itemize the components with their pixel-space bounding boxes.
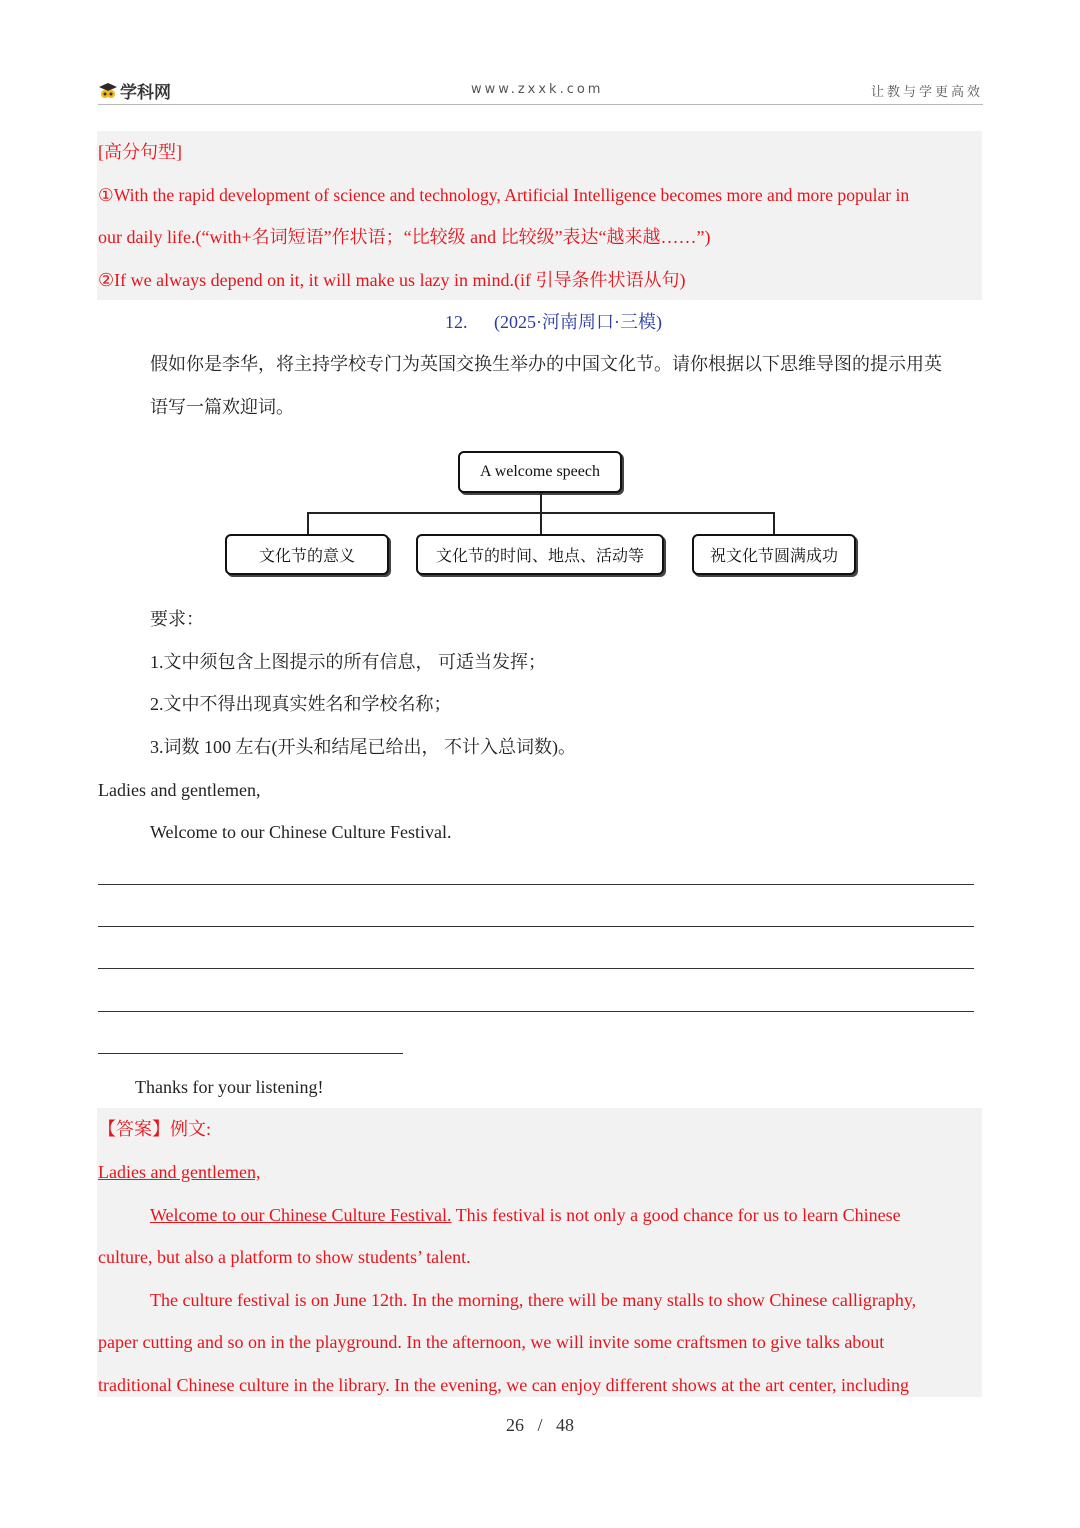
mindmap-root: A welcome speech: [458, 451, 622, 493]
graduation-cap-icon: [98, 81, 118, 101]
letter-closing: Thanks for your listening!: [135, 1077, 324, 1097]
high-score-sentence-1: ①With the rapid development of science and technology, Artificial Intelligence becomes more and more popular in: [98, 185, 910, 205]
mindmap-connector-middle: [540, 512, 542, 535]
site-url[interactable]: www.zxxk.com: [471, 82, 604, 97]
high-score-title: [高分句型]: [98, 142, 182, 162]
answer-paragraph-1: [150, 1203, 901, 1227]
letter-opening: Welcome to our Chinese Culture Festival.: [150, 822, 452, 842]
writing-line[interactable]: [98, 1011, 974, 1012]
writing-line[interactable]: [98, 926, 974, 927]
answer-opening-underlined: Welcome to our Chinese Culture Festival.: [150, 1205, 452, 1225]
answer-paragraph-1-cont: culture, but also a platform to show students’ talent.: [98, 1247, 471, 1267]
requirements-title: 要求：: [150, 609, 204, 629]
mindmap-child-meaning: 文化节的意义: [225, 534, 389, 575]
question-prompt-cont: 语写一篇欢迎词。: [150, 397, 294, 417]
answer-greeting: Ladies and gentlemen,: [98, 1162, 261, 1182]
high-score-sentence-1-cont: our daily life.(“with+名词短语”作状语；“比较级 and 比较级”表达“越来越……”): [98, 227, 711, 247]
logo-text: 学科网: [120, 83, 171, 103]
requirement-item: 1.文中须包含上图提示的所有信息， 可适当发挥；: [150, 652, 546, 672]
mindmap-child-wishes: 祝文化节圆满成功: [692, 534, 856, 575]
mindmap-child-details: 文化节的时间、地点、活动等: [416, 534, 664, 575]
question-source: (2025·河南周口·三模): [494, 312, 662, 332]
high-score-sentence-2: ②If we always depend on it, it will make us lazy in mind.(if 引导条件状语从句): [98, 270, 686, 290]
question-number: 12.: [445, 312, 468, 332]
answer-paragraph-2-cont: traditional Chinese culture in the library. In the evening, we can enjoy different shows at the art center, including: [98, 1375, 910, 1395]
page-header: [98, 76, 983, 105]
page-total: 48: [556, 1415, 574, 1435]
page-number: [0, 1415, 1080, 1436]
answer-paragraph-2-cont: paper cutting and so on in the playground. In the afternoon, we will invite some craftsmen to give talks about: [98, 1332, 885, 1352]
requirement-item: 2.文中不得出现真实姓名和学校名称；: [150, 694, 452, 714]
answer-paragraph-2: The culture festival is on June 12th. In the morning, there will be many stalls to show Chinese calligraphy,: [150, 1290, 917, 1310]
mindmap-connector-right: [773, 512, 775, 535]
page-separator: /: [537, 1415, 543, 1435]
writing-line[interactable]: [98, 968, 974, 969]
site-slogan: 让教与学更高效: [870, 85, 983, 100]
answer-label: 【答案】例文:: [98, 1119, 212, 1139]
question-prompt: 假如你是李华，将主持学校专门为英国交换生举办的中国文化节。请你根据以下思维导图的提示用英: [150, 354, 942, 374]
site-logo[interactable]: [98, 78, 171, 103]
mindmap-connector-trunk: [540, 493, 542, 513]
mindmap-connector-left: [307, 512, 309, 535]
page-current: 26: [505, 1415, 524, 1435]
letter-greeting: Ladies and gentlemen,: [98, 780, 261, 800]
answer-p1-rest: This festival is not only a good chance for us to learn Chinese: [451, 1205, 901, 1225]
requirement-item: 3.词数 100 左右(开头和结尾已给出， 不计入总词数)。: [150, 737, 576, 757]
writing-line[interactable]: [98, 884, 974, 885]
writing-line[interactable]: [98, 1053, 403, 1054]
